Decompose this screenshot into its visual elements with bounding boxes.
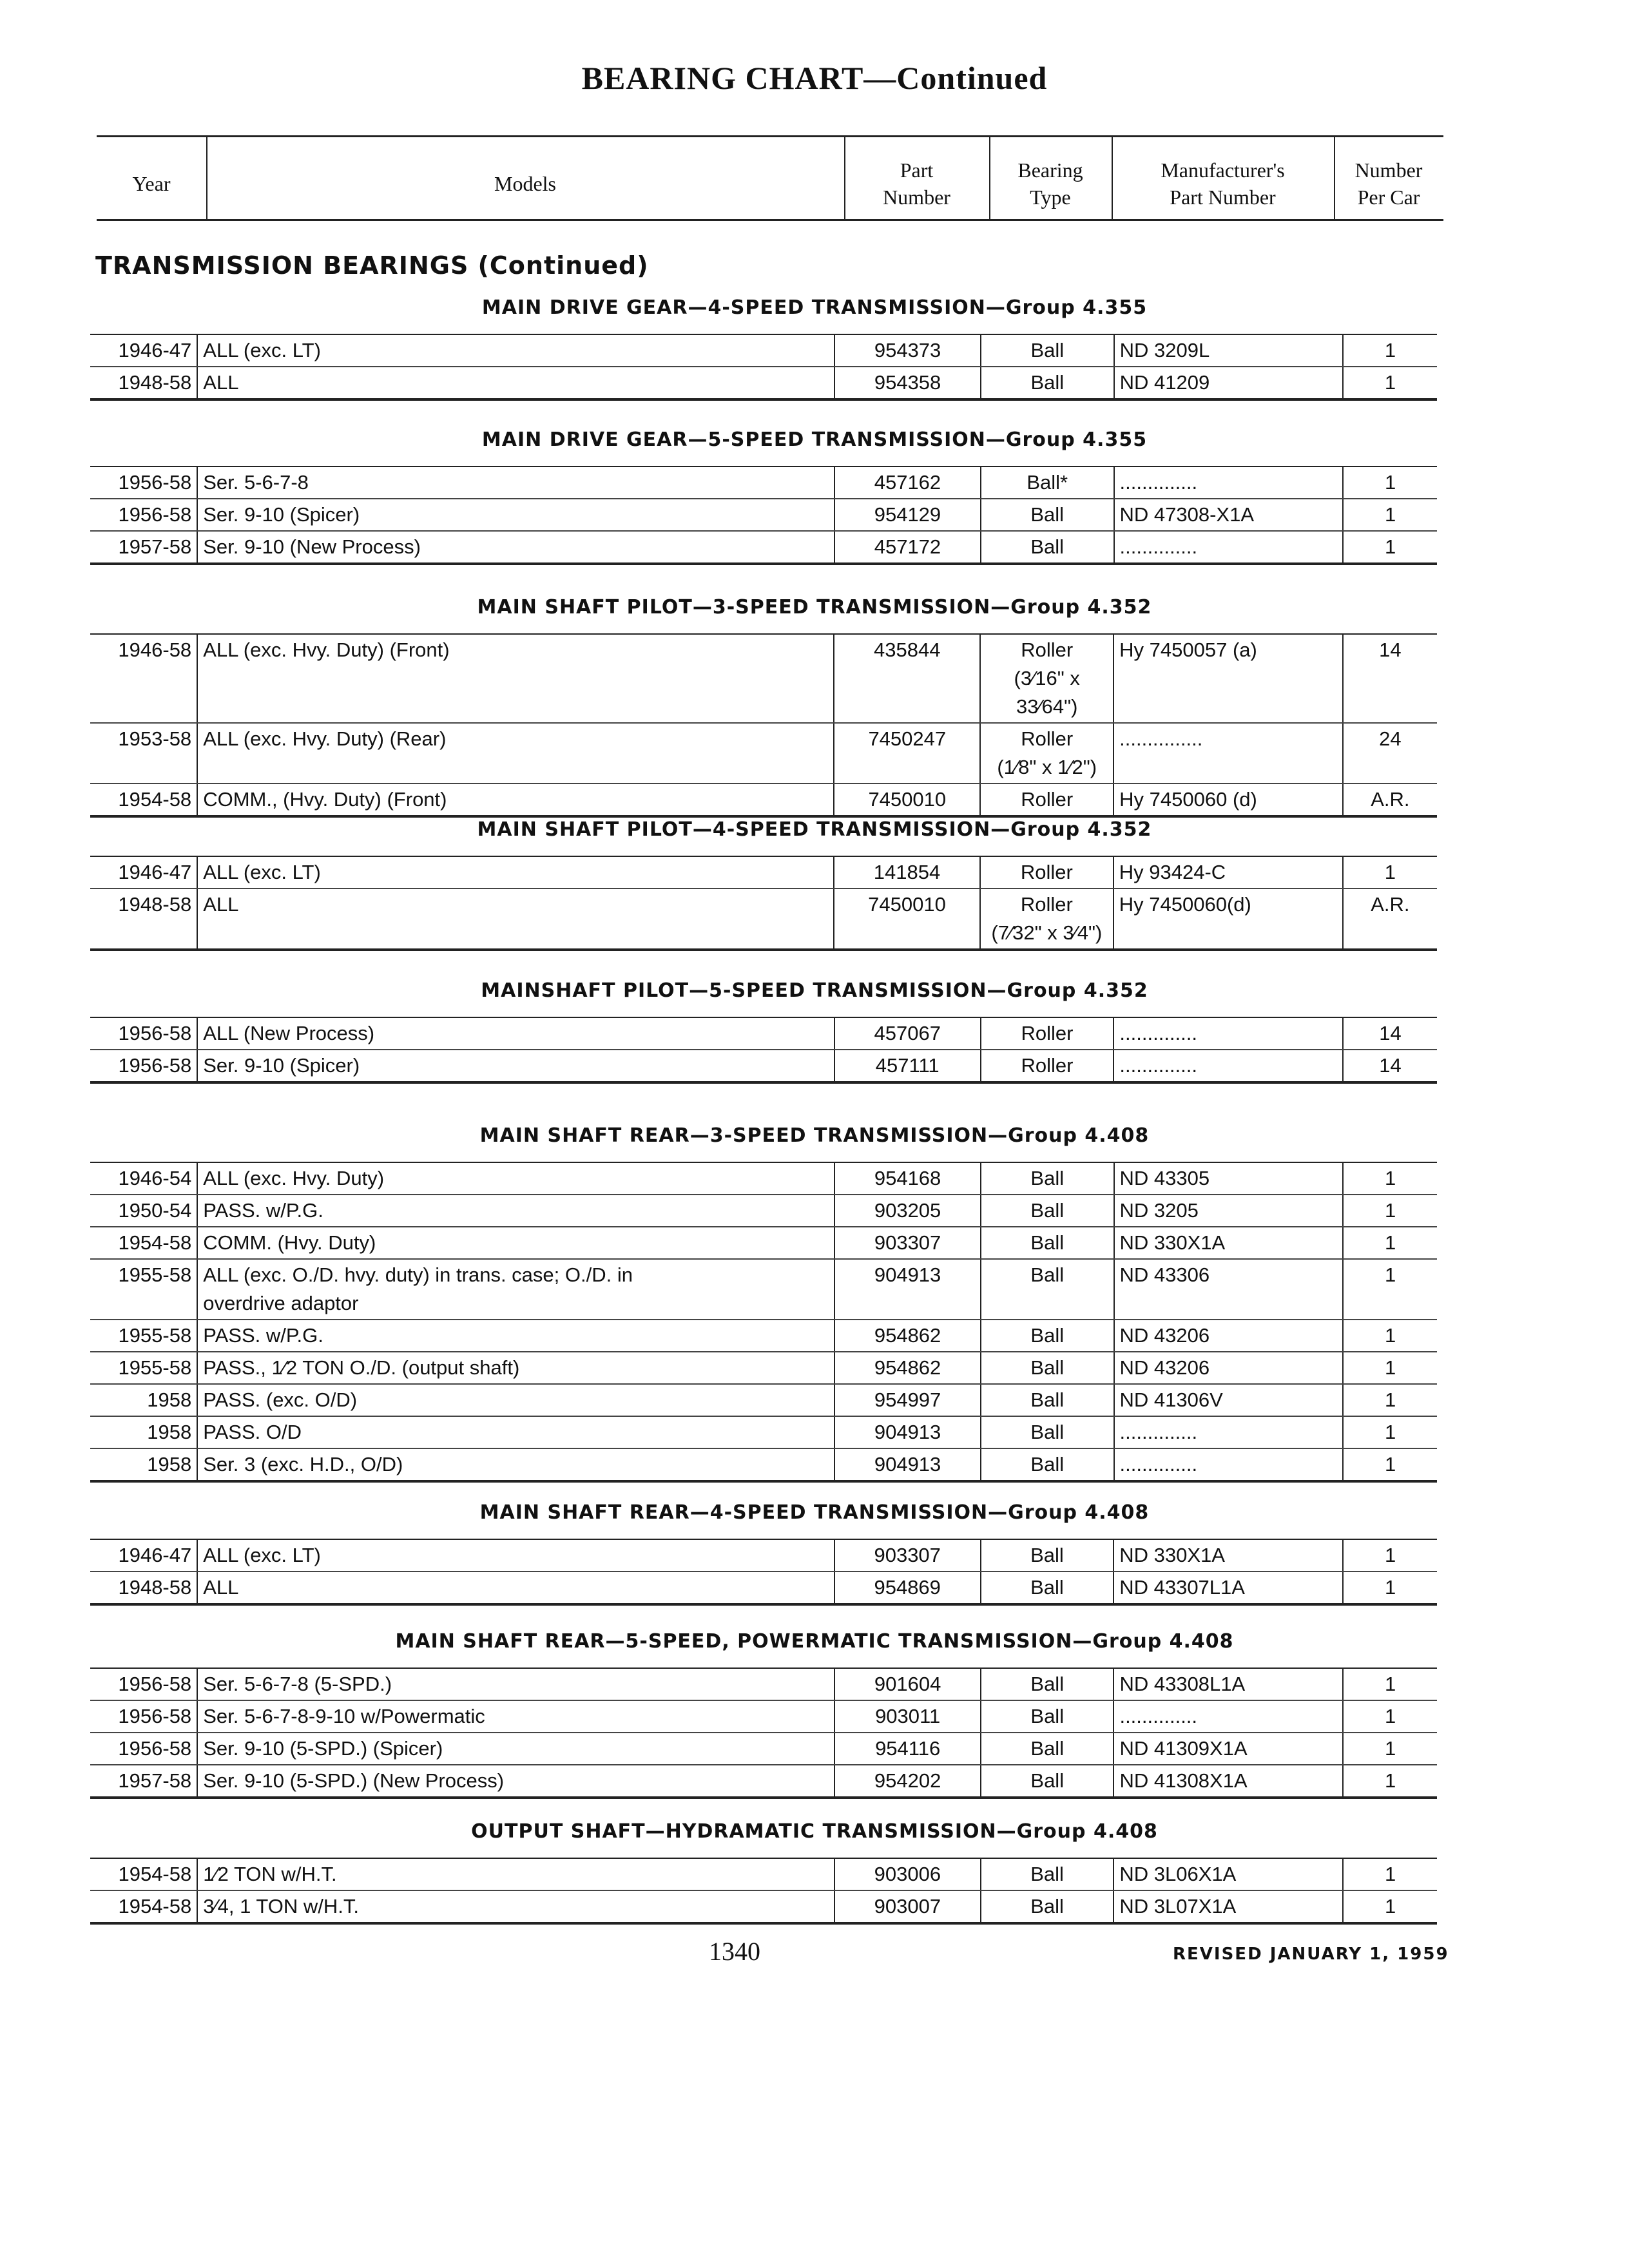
cell-type: Ball [981, 1259, 1114, 1320]
cell-year: 1950-54 [90, 1195, 197, 1227]
group-title: MAIN DRIVE GEAR—5-SPEED TRANSMISSION—Group 4.355 [481, 428, 1148, 451]
cell-num: 1 [1343, 1416, 1437, 1448]
table-row [90, 1195, 1437, 1227]
cell-part: 7450010 [834, 783, 980, 816]
cell-year: 1946-54 [90, 1162, 197, 1195]
cell-year: 1946-47 [90, 856, 197, 889]
cell-mfr: ND 43305 [1114, 1162, 1344, 1195]
cell-part: 954869 [834, 1571, 981, 1604]
cell-num: 1 [1343, 1765, 1437, 1798]
cell-part: 901604 [834, 1668, 981, 1700]
table-row [90, 1162, 1437, 1195]
cell-mfr: ND 43206 [1114, 1352, 1344, 1384]
cell-part: 903205 [834, 1195, 981, 1227]
cell-mfr: .............. [1113, 1017, 1343, 1050]
cell-part: 7450247 [834, 723, 980, 783]
group-title: MAIN DRIVE GEAR—4-SPEED TRANSMISSION—Group 4.355 [481, 296, 1148, 319]
cell-part: 904913 [834, 1416, 981, 1448]
cell-part: 903307 [834, 1539, 981, 1571]
page-number: 1340 [709, 1937, 760, 1966]
cell-year: 1957-58 [90, 1765, 197, 1798]
cell-type: Ball* [981, 466, 1114, 499]
cell-mfr: .............. [1114, 1416, 1344, 1448]
cell-part: 435844 [834, 634, 980, 723]
table-row [90, 634, 1437, 723]
cell-models: PASS. w/P.G. [197, 1320, 834, 1352]
cell-models: ALL (exc. Hvy. Duty) [197, 1162, 834, 1195]
cell-mfr: ND 43306 [1114, 1259, 1344, 1320]
cell-models: PASS. O/D [197, 1416, 834, 1448]
cell-num: 1 [1343, 1162, 1437, 1195]
cell-year: 1956-58 [90, 1050, 197, 1082]
cell-num: 1 [1343, 334, 1437, 367]
cell-type: Ball [981, 1539, 1114, 1571]
column-header-mfr-part-number: Manufacturer's Part Number [1161, 159, 1285, 209]
cell-year: 1954-58 [90, 1858, 197, 1890]
cell-models: PASS. w/P.G. [197, 1195, 834, 1227]
cell-part: 954168 [834, 1162, 981, 1195]
table-row [90, 1017, 1437, 1050]
cell-num: 1 [1343, 1700, 1437, 1733]
cell-num: 1 [1343, 1858, 1437, 1890]
cell-models: Ser. 5-6-7-8 (5-SPD.) [197, 1668, 834, 1700]
cell-type: Ball [981, 531, 1114, 564]
cell-year: 1956-58 [90, 1017, 197, 1050]
cell-year: 1957-58 [90, 531, 197, 564]
bearing-table [90, 1539, 1437, 1606]
cell-type: Ball [981, 1700, 1113, 1733]
cell-models: ALL [203, 371, 239, 394]
bearing-table [90, 466, 1437, 565]
cell-models: ALL (exc. LT) [197, 1539, 834, 1571]
cell-mfr: ND 330X1A [1113, 1539, 1343, 1571]
cell-type: Ball [981, 1765, 1113, 1798]
cell-num: 1 [1343, 499, 1437, 531]
cell-num: 1 [1343, 531, 1437, 564]
cell-type: Roller [980, 783, 1113, 816]
cell-part: 954202 [834, 1765, 981, 1798]
cell-year: 1948-58 [90, 889, 197, 950]
group-title: OUTPUT SHAFT—HYDRAMATIC TRANSMISSION—Group 4.408 [471, 1820, 1158, 1843]
table-row [90, 1700, 1437, 1733]
cell-mfr: .............. [1114, 1448, 1344, 1481]
cell-part: 954862 [834, 1320, 981, 1352]
cell-part: 954862 [834, 1352, 981, 1384]
cell-type: Ball [981, 1195, 1114, 1227]
cell-num: 1 [1343, 1448, 1437, 1481]
page-title: BEARING CHART—Continued [581, 60, 1048, 96]
cell-models: Ser. 9-10 (5-SPD.) (Spicer) [197, 1733, 834, 1765]
cell-num: 1 [1343, 1539, 1437, 1571]
cell-type: Roller [981, 1050, 1114, 1082]
bearing-table [90, 1162, 1437, 1483]
cell-part: 954129 [834, 499, 981, 531]
group-title: MAINSHAFT PILOT—5-SPEED TRANSMISSION—Group 4.352 [481, 979, 1148, 1002]
cell-type: Ball [981, 1858, 1114, 1890]
cell-part: 141854 [834, 856, 980, 889]
cell-part: 954116 [834, 1733, 981, 1765]
cell-year: 1946-47 [90, 1539, 197, 1571]
table-row [90, 466, 1437, 499]
cell-models: ALL (exc. Hvy. Duty) (Rear) [197, 723, 834, 783]
cell-year: 1956-58 [90, 1700, 197, 1733]
cell-models: Ser. 3 (exc. H.D., O/D) [203, 1453, 403, 1475]
table-row [90, 1050, 1437, 1082]
cell-num: 24 [1343, 723, 1437, 783]
column-header-year: Year [132, 172, 171, 195]
cell-mfr: ND 41309X1A [1113, 1733, 1343, 1765]
table-row [90, 531, 1437, 564]
cell-num: A.R. [1343, 889, 1437, 950]
cell-year: 1954-58 [90, 1227, 197, 1259]
group-title: MAIN SHAFT REAR—3-SPEED TRANSMISSION—Group 4.408 [479, 1124, 1150, 1147]
bearing-table [90, 856, 1437, 951]
cell-num: 1 [1343, 1352, 1437, 1384]
cell-models: ALL (exc. O./D. hvy. duty) in trans. case; O./D. in overdrive adaptor [197, 1259, 834, 1320]
table-row [90, 783, 1437, 816]
cell-mfr: ND 47308-X1A [1114, 499, 1344, 531]
cell-type: Ball [981, 1733, 1113, 1765]
cell-num: 1 [1343, 367, 1437, 399]
cell-mfr: .............. [1113, 1050, 1343, 1082]
cell-mfr: .............. [1114, 466, 1344, 499]
cell-mfr: ND 41306V [1114, 1384, 1344, 1416]
cell-year: 1954-58 [90, 1890, 197, 1923]
cell-models: ALL (exc. Hvy. Duty) (Front) [197, 634, 834, 723]
cell-mfr: ND 3L06X1A [1113, 1858, 1343, 1890]
cell-type: Ball [981, 1571, 1114, 1604]
cell-year: 1956-58 [90, 466, 197, 499]
cell-part: 904913 [834, 1448, 981, 1481]
cell-year: 1948-58 [90, 367, 197, 399]
cell-part: 457111 [834, 1050, 981, 1082]
cell-part: 457067 [834, 1017, 981, 1050]
cell-type: Ball [981, 1448, 1114, 1481]
cell-year: 1958 [90, 1448, 197, 1481]
table-row [90, 499, 1437, 531]
table-row [90, 1416, 1437, 1448]
cell-part: 904913 [834, 1259, 981, 1320]
cell-part: 903011 [834, 1700, 981, 1733]
cell-mfr: Hy 93424-C [1113, 856, 1343, 889]
cell-models: PASS., 1⁄2 TON O./D. (output shaft) [197, 1352, 834, 1384]
cell-models: Ser. 9-10 (5-SPD.) (New Process) [203, 1769, 505, 1792]
cell-type: Ball [981, 1320, 1114, 1352]
table-row [90, 1858, 1437, 1890]
cell-mfr: Hy 7450060(d) [1113, 889, 1343, 950]
cell-part: 903307 [834, 1227, 981, 1259]
bearing-table [90, 334, 1437, 401]
table-row [90, 1539, 1437, 1571]
cell-year: 1955-58 [90, 1259, 197, 1320]
cell-type: Ball [981, 1890, 1114, 1923]
cell-num: 1 [1343, 1384, 1437, 1416]
cell-models: Ser. 5-6-7-8 [197, 466, 834, 499]
cell-num: 1 [1343, 1571, 1437, 1604]
table-row [90, 1668, 1437, 1700]
cell-models: 1⁄2 TON w/H.T. [197, 1858, 834, 1890]
cell-models: PASS. (exc. O/D) [197, 1384, 834, 1416]
cell-type: Roller (3⁄16" x 33⁄64") [980, 634, 1113, 723]
cell-type: Ball [981, 1668, 1113, 1700]
cell-num: 1 [1343, 1195, 1437, 1227]
cell-year: 1958 [90, 1384, 197, 1416]
column-header-models: Models [494, 172, 556, 195]
cell-models: ALL [203, 893, 239, 916]
cell-part: 457172 [834, 531, 981, 564]
cell-year: 1958 [90, 1416, 197, 1448]
cell-models: ALL (exc. LT) [197, 334, 834, 367]
cell-models: ALL [203, 1576, 239, 1599]
table-row [90, 367, 1437, 399]
cell-year: 1956-58 [90, 499, 197, 531]
revision-date: REVISED JANUARY 1, 1959 [1173, 1945, 1449, 1964]
cell-models: Ser. 9-10 (Spicer) [197, 499, 834, 531]
cell-year: 1946-47 [90, 334, 197, 367]
table-row [90, 1571, 1437, 1604]
cell-year: 1955-58 [90, 1352, 197, 1384]
cell-year: 1953-58 [90, 723, 197, 783]
cell-type: Ball [981, 1352, 1114, 1384]
cell-num: 1 [1343, 1733, 1437, 1765]
group-title: MAIN SHAFT PILOT—4-SPEED TRANSMISSION—Group 4.352 [477, 818, 1152, 841]
cell-mfr: Hy 7450060 (d) [1113, 783, 1343, 816]
cell-year: 1954-58 [90, 783, 197, 816]
cell-mfr: ND 43307L1A [1113, 1571, 1343, 1604]
table-row [90, 1320, 1437, 1352]
cell-type: Ball [981, 1384, 1114, 1416]
section-heading: TRANSMISSION BEARINGS (Continued) [95, 251, 649, 280]
cell-mfr: ND 41308X1A [1113, 1765, 1343, 1798]
cell-num: 14 [1343, 634, 1437, 723]
group-title: MAIN SHAFT REAR—5-SPEED, POWERMATIC TRANSMISSION—Group 4.408 [395, 1630, 1234, 1653]
cell-models: Ser. 5-6-7-8-9-10 w/Powermatic [197, 1700, 834, 1733]
cell-type: Ball [981, 334, 1114, 367]
cell-mfr: ND 3L07X1A [1113, 1890, 1343, 1923]
cell-num: A.R. [1343, 783, 1437, 816]
cell-models: ALL (New Process) [197, 1017, 834, 1050]
header-rule-top [97, 135, 1443, 137]
cell-mfr: ND 41209 [1114, 367, 1343, 399]
cell-type: Ball [981, 1162, 1114, 1195]
cell-num: 1 [1343, 466, 1437, 499]
cell-num: 1 [1343, 1890, 1437, 1923]
cell-year: 1956-58 [90, 1733, 197, 1765]
table-row [90, 1765, 1437, 1798]
cell-part: 7450010 [834, 889, 980, 950]
cell-type: Ball [981, 367, 1114, 399]
cell-type: Roller (1⁄8" x 1⁄2") [980, 723, 1113, 783]
cell-year: 1948-58 [90, 1571, 197, 1604]
cell-models: 3⁄4, 1 TON w/H.T. [203, 1895, 360, 1917]
header-rule-bottom [97, 219, 1443, 221]
cell-mfr: ND 3209L [1114, 334, 1343, 367]
table-row [90, 723, 1437, 783]
cell-num: 1 [1343, 1259, 1437, 1320]
cell-num: 1 [1343, 1668, 1437, 1700]
table-row [90, 334, 1437, 367]
cell-type: Ball [981, 499, 1114, 531]
bearing-table [90, 633, 1437, 818]
group-title: MAIN SHAFT PILOT—3-SPEED TRANSMISSION—Group 4.352 [477, 596, 1152, 619]
cell-num: 14 [1343, 1050, 1437, 1082]
cell-year: 1956-58 [90, 1668, 197, 1700]
cell-year: 1946-58 [90, 634, 197, 723]
table-row [90, 1384, 1437, 1416]
table-row [90, 1352, 1437, 1384]
bearing-table [90, 1858, 1437, 1925]
column-header-number-per-car: Number Per Car [1354, 159, 1423, 209]
cell-part: 954373 [834, 334, 981, 367]
column-header-bearing-type: Bearing Type [1017, 159, 1083, 209]
cell-part: 954358 [834, 367, 981, 399]
cell-part: 954997 [834, 1384, 981, 1416]
cell-mfr: ND 43308L1A [1113, 1668, 1343, 1700]
cell-mfr: Hy 7450057 (a) [1113, 634, 1343, 723]
cell-mfr: .............. [1113, 1700, 1343, 1733]
table-row [90, 1890, 1437, 1923]
bearing-table [90, 1667, 1437, 1799]
table-row [90, 889, 1437, 950]
cell-mfr: ND 43206 [1114, 1320, 1344, 1352]
cell-type: Ball [981, 1227, 1114, 1259]
cell-mfr: ND 330X1A [1114, 1227, 1344, 1259]
table-row [90, 1448, 1437, 1481]
cell-num: 14 [1343, 1017, 1437, 1050]
cell-num: 1 [1343, 1320, 1437, 1352]
cell-type: Roller [980, 856, 1113, 889]
table-row [90, 856, 1437, 889]
table-row [90, 1733, 1437, 1765]
table-row [90, 1227, 1437, 1259]
cell-type: Ball [981, 1416, 1114, 1448]
cell-models: Ser. 9-10 (New Process) [203, 535, 421, 558]
column-header-part-number: Part Number [883, 159, 950, 209]
group-title: MAIN SHAFT REAR—4-SPEED TRANSMISSION—Group 4.408 [479, 1501, 1150, 1524]
cell-part: 457162 [834, 466, 981, 499]
cell-num: 1 [1343, 856, 1437, 889]
cell-models: COMM. (Hvy. Duty) [197, 1227, 834, 1259]
cell-models: ALL (exc. LT) [197, 856, 834, 889]
cell-year: 1955-58 [90, 1320, 197, 1352]
cell-models: COMM., (Hvy. Duty) (Front) [203, 788, 447, 811]
cell-mfr: ............... [1113, 723, 1343, 783]
cell-mfr: .............. [1114, 531, 1344, 564]
table-row [90, 1259, 1437, 1320]
cell-models: Ser. 9-10 (Spicer) [203, 1054, 360, 1077]
cell-part: 903007 [834, 1890, 981, 1923]
cell-num: 1 [1343, 1227, 1437, 1259]
bearing-table [90, 1017, 1437, 1084]
cell-type: Roller [981, 1017, 1114, 1050]
cell-mfr: ND 3205 [1114, 1195, 1344, 1227]
cell-type: Roller (7⁄32" x 3⁄4") [980, 889, 1113, 950]
cell-part: 903006 [834, 1858, 981, 1890]
